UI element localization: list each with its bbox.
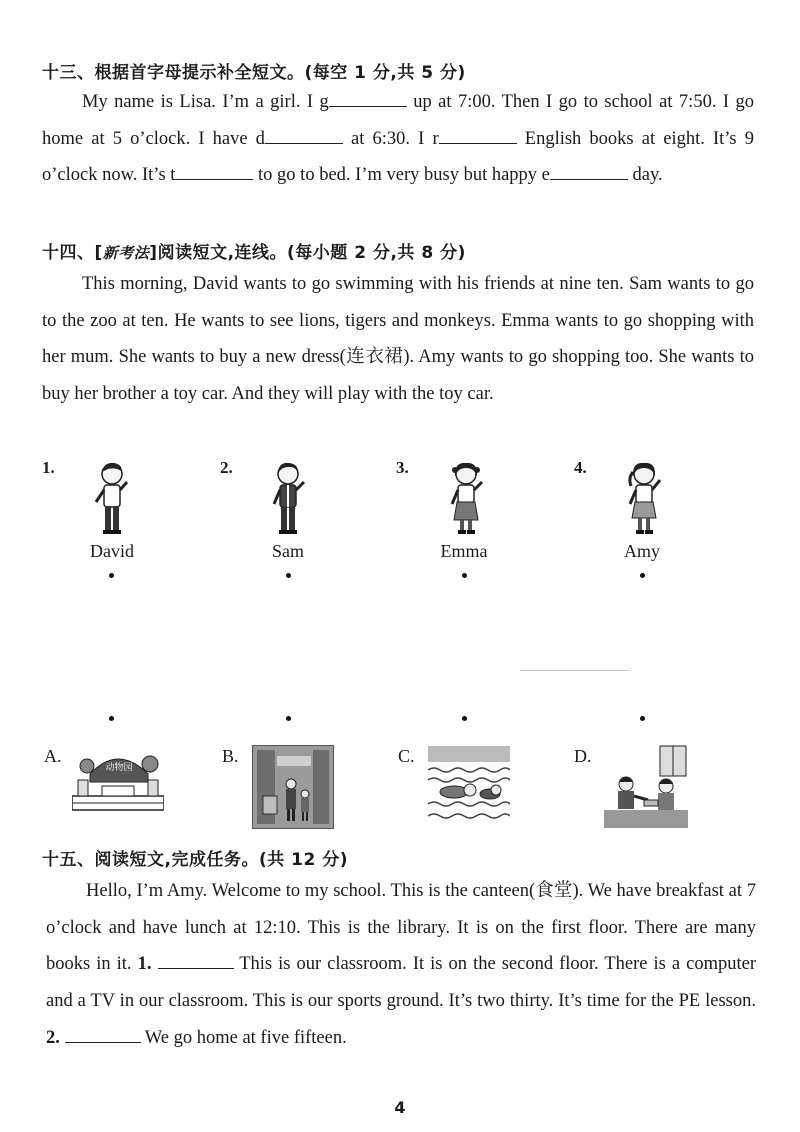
title-prefix: 十四、[	[42, 243, 103, 263]
zoo-sign: 动物园	[105, 763, 133, 773]
blank-e[interactable]	[550, 165, 628, 180]
blank-d[interactable]	[265, 129, 343, 144]
passage-text: My name is Lisa. I’m a girl. I g	[82, 92, 329, 112]
david-figure	[92, 460, 132, 536]
answer-blank-2[interactable]	[65, 1028, 141, 1043]
zoo-gate-picture	[72, 746, 164, 812]
swimming-picture	[428, 746, 510, 828]
match-dot-top-4[interactable]	[640, 573, 645, 578]
option-letter-c: C.	[398, 746, 415, 766]
question-number-1: 1.	[137, 954, 152, 975]
item-number-1: 1.	[42, 458, 55, 477]
match-dot-bottom-a[interactable]	[109, 716, 114, 721]
passage-text: English books at eight. It’s 9 o’clock now. It’s t	[42, 128, 755, 186]
blank-t[interactable]	[175, 165, 253, 180]
section-13-title: 十三、根据首字母提示补全短文。(每空 1 分,共 5 分)	[42, 63, 466, 83]
name-sam: Sam	[271, 541, 304, 561]
new-exam-badge: 新考法	[102, 244, 150, 262]
match-dot-bottom-b[interactable]	[286, 716, 291, 721]
item-number-3: 3.	[396, 458, 409, 477]
home-picture	[604, 744, 688, 828]
emma-figure	[446, 460, 486, 536]
section-15-title: 十五、阅读短文,完成任务。(共 12 分)	[42, 850, 348, 870]
match-dot-top-3[interactable]	[462, 573, 467, 578]
option-letter-d: D.	[574, 746, 592, 766]
blank-g[interactable]	[329, 92, 407, 107]
section-13-passage	[42, 84, 754, 194]
shopping-picture	[252, 745, 334, 829]
option-letter-a: A.	[44, 746, 62, 766]
question-number-2: 2.	[46, 1027, 60, 1048]
option-letter-b: B.	[222, 746, 239, 766]
name-david: David	[90, 541, 134, 561]
passage-text: This is our classroom. It is on the second floor. There is a computer and a TV in our classroom. This is our sports ground. It’s two thirty. It’s time for the PE lesson.	[46, 954, 756, 1012]
item-number-4: 4.	[574, 458, 587, 477]
passage-text: Hello, I’m Amy. Welcome to my school. This is the canteen(食堂). We have breakfast at 7 o’clock and have lunch at 12:10. This is the library. It is on the first floor. There are many books in it.	[46, 881, 756, 975]
section-14-passage: This morning, David wants to go swimming with his friends at nine ten. Sam wants to go to the zoo at ten. He wants to see lions, tigers and monkeys. Emma wants to go shopping with her mum. She wants to buy a new dress(连衣裙). Amy wants to go shopping too. She wants to buy her brother a toy car. And they will play with the toy car.	[42, 274, 754, 405]
passage-text: up at 7:00. Then I go to school at 7:50. I go home at 5 o’clock. I have d	[42, 92, 754, 149]
match-dot-bottom-d[interactable]	[640, 716, 645, 721]
match-dot-top-1[interactable]	[109, 573, 114, 578]
passage-text: We go home at five fifteen.	[140, 1027, 347, 1048]
title-suffix: ]阅读短文,连线。(每小题 2 分,共 8 分)	[149, 243, 466, 263]
section-15-passage	[46, 873, 756, 1057]
scan-artifact-line	[520, 670, 630, 671]
match-dot-top-2[interactable]	[286, 573, 291, 578]
item-number-2: 2.	[220, 458, 233, 477]
blank-r[interactable]	[439, 129, 517, 144]
name-amy: Amy	[624, 541, 660, 561]
sam-figure	[268, 460, 308, 536]
name-emma: Emma	[440, 541, 488, 561]
passage-text: to go to bed. I’m very busy but happy e	[253, 165, 550, 186]
amy-figure	[624, 460, 664, 536]
page-number: 4	[394, 1098, 406, 1117]
passage-text: at 6:30. I r	[342, 128, 439, 149]
section-14-title	[42, 238, 466, 263]
passage-text: day.	[627, 165, 663, 186]
answer-blank-1[interactable]	[158, 954, 234, 969]
match-dot-bottom-c[interactable]	[462, 716, 467, 721]
